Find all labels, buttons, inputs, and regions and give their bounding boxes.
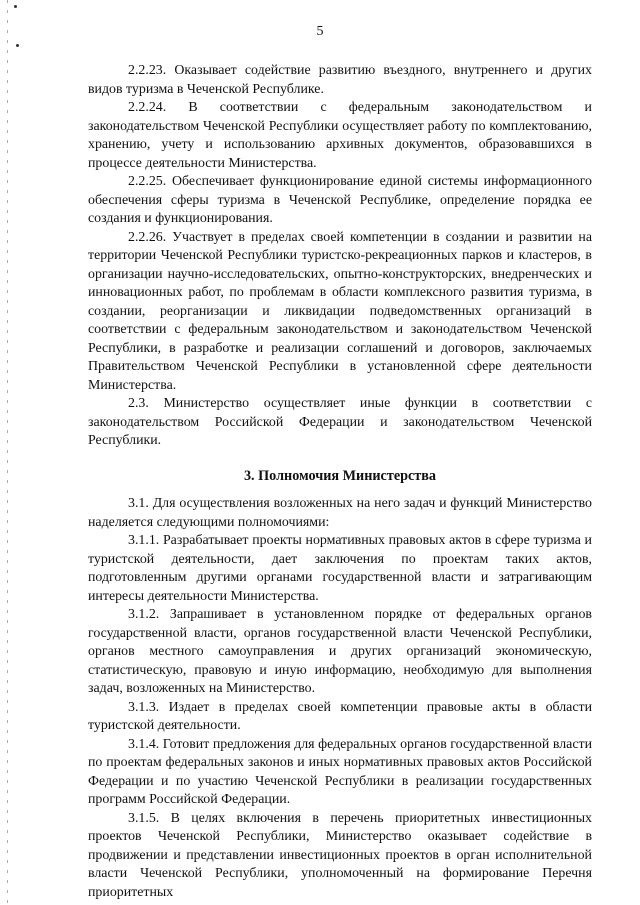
paragraph-3-1-5: 3.1.5. В целях включения в перечень приоритетных инвестиционных проектов Чеченской Республики, Министерство оказывает содействие в продвижении и представлении инвестиционных проектов в орган исполнительной власти Чеченской Республики, уполномоченный на формирование Перечня приоритетных xyxy=(88,810,592,900)
page-number: 5 xyxy=(316,24,324,39)
paragraph-2-2-26: 2.2.26. Участвует в пределах своей компетенции в создании и развитии на территории Чеченской Республики туристско-рекреационных парков и кластеров, в организации научно-исследовательских, опытно-конструкторских, внедренческих и инновационных работ, по проблемам в области комплексного развития туризма, в создании, реорганизации и ликвидации подведомственных организаций в соответствии с федеральным законодательством и законодательством Чеченской Республики, в разработке и реализации соглашений и договоров, заключаемых Правительством Чеченской Республики в установленной сфере деятельности Министерства. xyxy=(88,229,592,393)
paragraph-2-3: 2.3. Министерство осуществляет иные функции в соответствии с законодательством Российской Федерации и законодательством Чеченской Республики. xyxy=(88,396,592,448)
paragraph-3-1-1: 3.1.1. Разрабатывает проекты нормативных правовых актов в сфере туризма и туристской деятельности, дает заключения по проектам таких актов, подготовленным другими органами государственной власти и затрагивающим интересы деятельности Министерства. xyxy=(88,533,592,604)
paragraph-3-1: 3.1. Для осуществления возложенных на него задач и функций Министерство наделяется следующими полномочиями: xyxy=(88,496,592,530)
paragraph-3-1-4: 3.1.4. Готовит предложения для федеральных органов государственной власти по проектам федеральных законов и иных нормативных правовых актов Российской Федерации и по участию Чеченской Республики в реализации государственных программ Российской Федерации. xyxy=(88,736,592,807)
scan-speck xyxy=(16,44,19,47)
paragraph-3-1-3: 3.1.3. Издает в пределах своей компетенции правовые акты в области туристской деятельности. xyxy=(88,699,592,733)
paragraph-2-2-23: 2.2.23. Оказывает содействие развитию въездного, внутреннего и других видов туризма в Чеченской Республике. xyxy=(88,63,592,97)
scan-margin-line xyxy=(7,0,8,905)
paragraph-3-1-2: 3.1.2. Запрашивает в установленном порядке от федеральных органов государственной власти, органов государственной власти Чеченской Республики, органов местного самоуправления и других организаций экономическую, статистическую, правовую и иную информацию, необходимую для выполнения задач, возложенных на Министерство. xyxy=(88,607,592,696)
document-body xyxy=(88,62,592,902)
section-heading: 3. Полномочия Министерства xyxy=(243,467,437,484)
paragraph-2-2-24: 2.2.24. В соответствии с федеральным законодательством и законодательством Чеченской Республики осуществляет работу по комплектованию, хранению, учету и использованию архивных документов, образовавшихся в процессе деятельности Министерства. xyxy=(88,100,592,171)
paragraph-2-2-25: 2.2.25. Обеспечивает функционирование единой системы информационного обеспечения сферы туризма в Чеченской Республике, определение порядка ее создания и функционирования. xyxy=(88,174,592,226)
scan-speck xyxy=(14,5,17,8)
